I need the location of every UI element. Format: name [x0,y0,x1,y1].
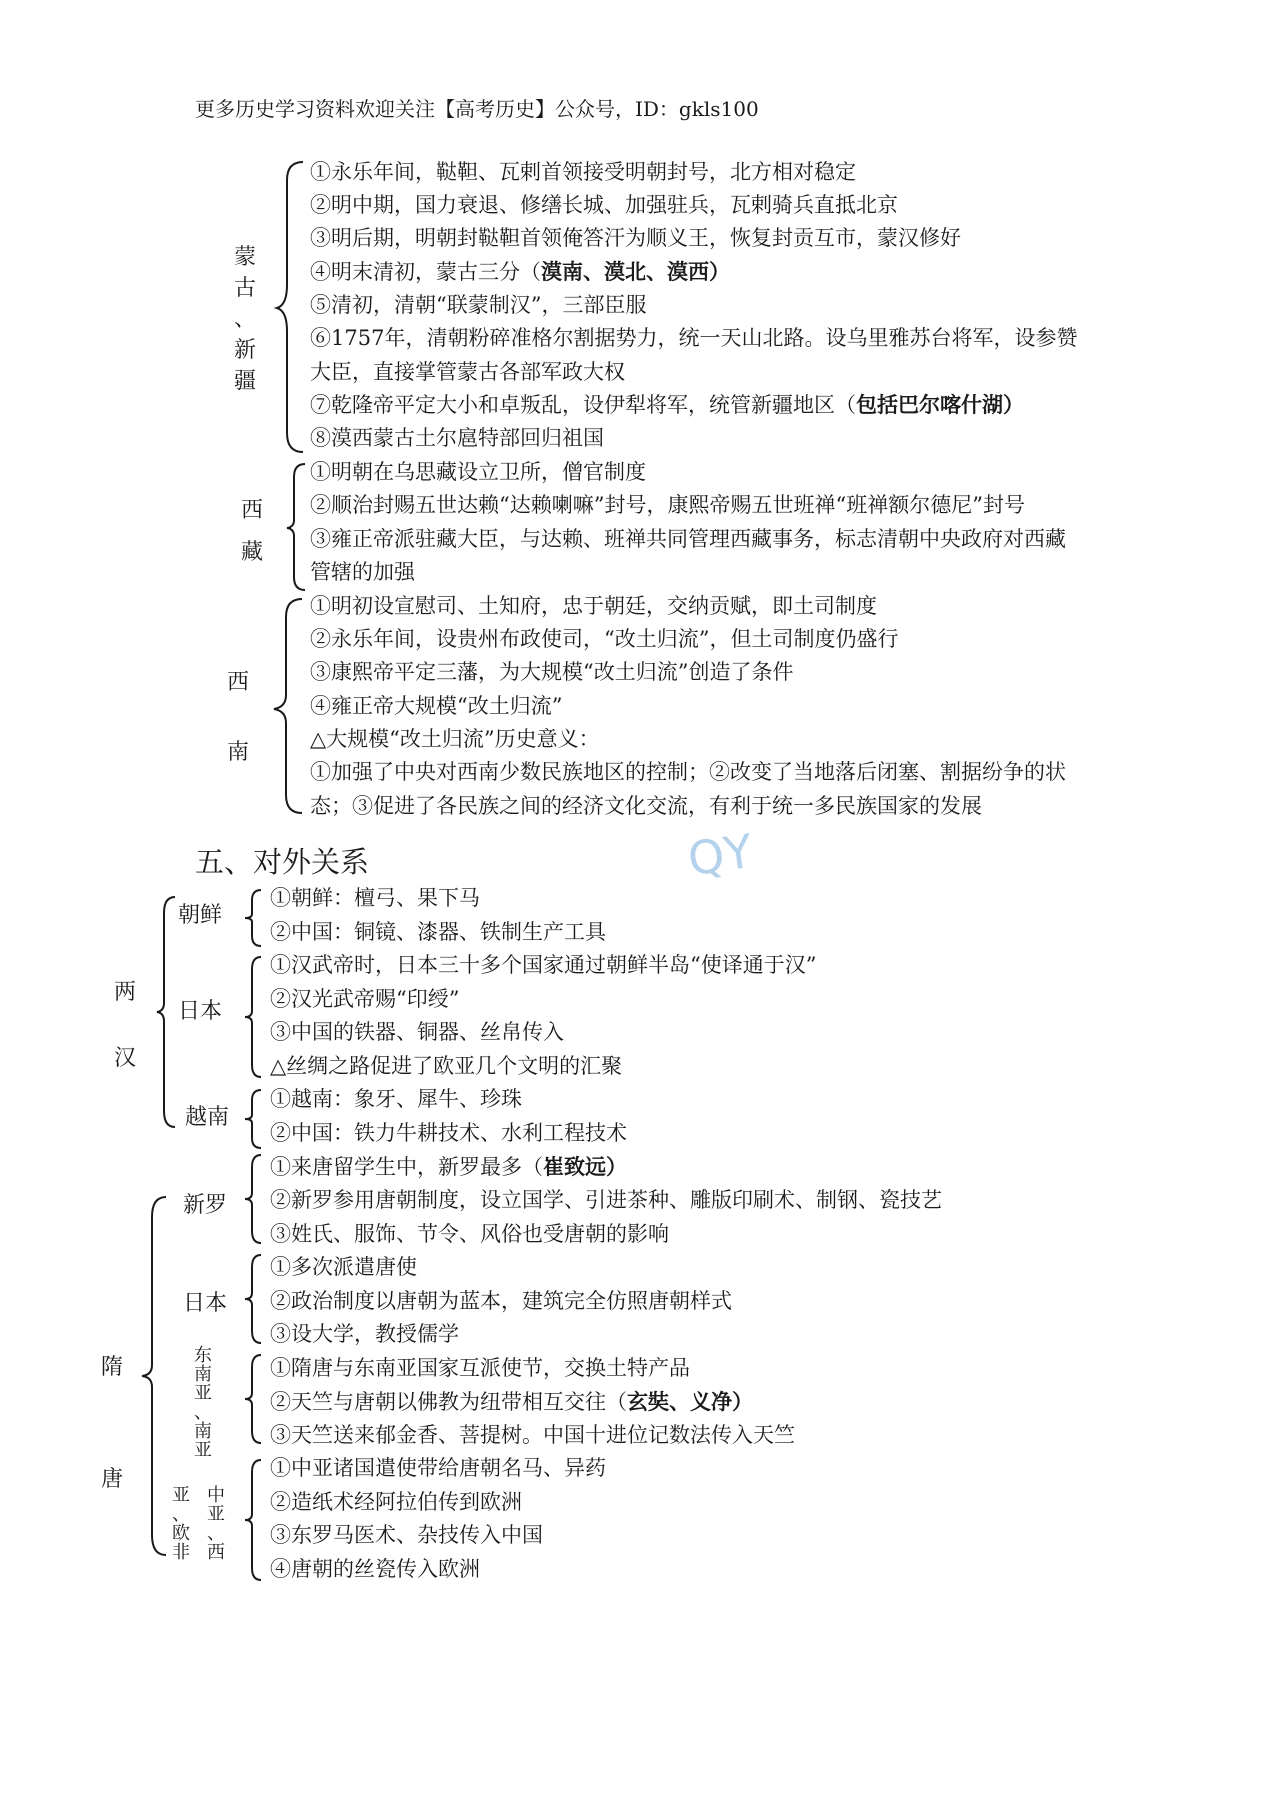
han-japan-label: 日本 [178,999,223,1024]
suitang-west-brace [243,1458,263,1583]
list-item: ⑧漠西蒙古土尔扈特部回归祖国 [310,426,604,450]
suitang-sea-label: 东 南 亚 、 南 亚 [194,1345,212,1461]
list-item: ③天竺送来郁金香、菩提树。中国十进位记数法传入天竺 [270,1423,795,1447]
mongolia-xinjiang-brace [275,160,305,455]
list-item: ③中国的铁器、铜器、丝帛传入 [270,1020,564,1044]
list-item: ②永乐年间，设贵州布政使司，“改土归流”，但土司制度仍盛行 [310,627,899,651]
list-item: ②明中期，国力衰退、修缮长城、加强驻兵，瓦剌骑兵直抵北京 [310,193,898,217]
list-item: ②中国：铁力牛耕技术、水利工程技术 [270,1121,627,1145]
list-item: ③康熙帝平定三藩，为大规模“改土归流”创造了条件 [310,660,794,684]
list-item: ①朝鲜：檀弓、果下马 [270,886,480,910]
list-item: ③明后期，明朝封鞑靼首领俺答汗为顺义王，恢复封贡互市，蒙汉修好 [310,226,961,250]
han-japan-brace [243,955,263,1080]
list-item: ③东罗马医术、杂技传入中国 [270,1523,543,1547]
tibet-label: 西 藏 [240,498,263,565]
list-item: △丝绸之路促进了欧亚几个文明的汇聚 [270,1054,623,1078]
han-label: 两 汉 [113,980,136,1071]
list-item: ①汉武帝时，日本三十多个国家通过朝鲜半岛“使译通于汉” [270,953,817,977]
list-item: ①加强了中央对西南少数民族地区的控制；②改变了当地落后闭塞、割据纷争的状 [310,760,1066,784]
han-vietnam-brace [243,1088,263,1150]
list-item: ②政治制度以唐朝为蓝本，建筑完全仿照唐朝样式 [270,1289,732,1313]
list-item: ⑤清初，清朝“联蒙制汉”，三部臣服 [310,293,647,317]
han-korea-brace [243,888,263,948]
list-item: ⑦乾隆帝平定大小和卓叛乱，设伊犁将军，统管新疆地区（包括巴尔喀什湖） [310,393,1024,417]
suitang-japan-label: 日本 [183,1291,228,1316]
list-item: 态；③促进了各民族之间的经济文化交流，有利于统一多民族国家的发展 [310,794,982,818]
list-item: ②造纸术经阿拉伯传到欧洲 [270,1490,522,1514]
list-item: 大臣，直接掌管蒙古各部军政大权 [310,360,625,384]
list-item: ③姓氏、服饰、节令、风俗也受唐朝的影响 [270,1222,669,1246]
tibet-brace [285,462,307,592]
list-item: ①明朝在乌思藏设立卫所，僧官制度 [310,460,646,484]
han-korea-label: 朝鲜 [178,903,223,928]
list-item: ①永乐年间，鞑靼、瓦剌首领接受明朝封号，北方相对稳定 [310,160,856,184]
list-item: ②天竺与唐朝以佛教为纽带相互交往（玄奘、义净） [270,1390,753,1414]
header-note: 更多历史学习资料欢迎关注【高考历史】公众号，ID：gkls100 [195,97,759,121]
watermark-logo: QY [684,823,756,887]
list-item: ⑥1757年，清朝粉碎准格尔割据势力，统一天山北路。设乌里雅苏台将军，设参赞 [310,326,1078,350]
list-item: ④明末清初，蒙古三分（漠南、漠北、漠西） [310,260,730,284]
list-item: ①中亚诸国遣使带给唐朝名马、异药 [270,1456,606,1480]
suitang-silla-brace [243,1153,263,1245]
suitang-label: 隋 唐 [100,1355,123,1492]
suitang-west-label-col2: 中 亚 、 西 [207,1485,225,1563]
list-item: ②顺治封赐五世达赖“达赖喇嘛”封号，康熙帝赐五世班禅“班禅额尔德尼”封号 [310,493,1025,517]
suitang-west-label-col1: 亚 、 欧 非 [172,1485,190,1563]
suitang-japan-brace [243,1253,263,1345]
han-vietnam-label: 越南 [185,1105,230,1130]
list-item: ①来唐留学生中，新罗最多（崔致远） [270,1155,627,1179]
southwest-label: 西 南 [226,670,249,765]
list-item: ③雍正帝派驻藏大臣，与达赖、班禅共同管理西藏事务，标志清朝中央政府对西藏 [310,527,1066,551]
list-item: ①多次派遣唐使 [270,1255,417,1279]
list-item: 管辖的加强 [310,560,415,584]
suitang-sea-brace [243,1353,263,1445]
list-item: ②中国：铜镜、漆器、铁制生产工具 [270,920,606,944]
list-item: ③设大学，教授儒学 [270,1322,459,1346]
list-item: △大规模“改土归流”历史意义： [310,727,600,751]
mongolia-xinjiang-label: 蒙 古 、 新 疆 [233,245,256,394]
list-item: ④雍正帝大规模“改土归流” [310,694,563,718]
section-title: 五、对外关系 [195,845,370,879]
suitang-silla-label: 新罗 [183,1193,228,1218]
list-item: ①明初设宣慰司、土知府，忠于朝廷，交纳贡赋，即土司制度 [310,594,877,618]
list-item: ①隋唐与东南亚国家互派使节，交换土特产品 [270,1356,690,1380]
list-item: ②汉光武帝赐“印绶” [270,987,460,1011]
list-item: ④唐朝的丝瓷传入欧洲 [270,1557,480,1581]
southwest-brace [272,597,304,815]
list-item: ①越南：象牙、犀牛、珍珠 [270,1087,522,1111]
list-item: ②新罗参用唐朝制度，设立国学、引进茶种、雕版印刷术、制钢、瓷技艺 [270,1188,942,1212]
han-brace [155,895,177,1130]
suitang-brace [140,1195,168,1557]
